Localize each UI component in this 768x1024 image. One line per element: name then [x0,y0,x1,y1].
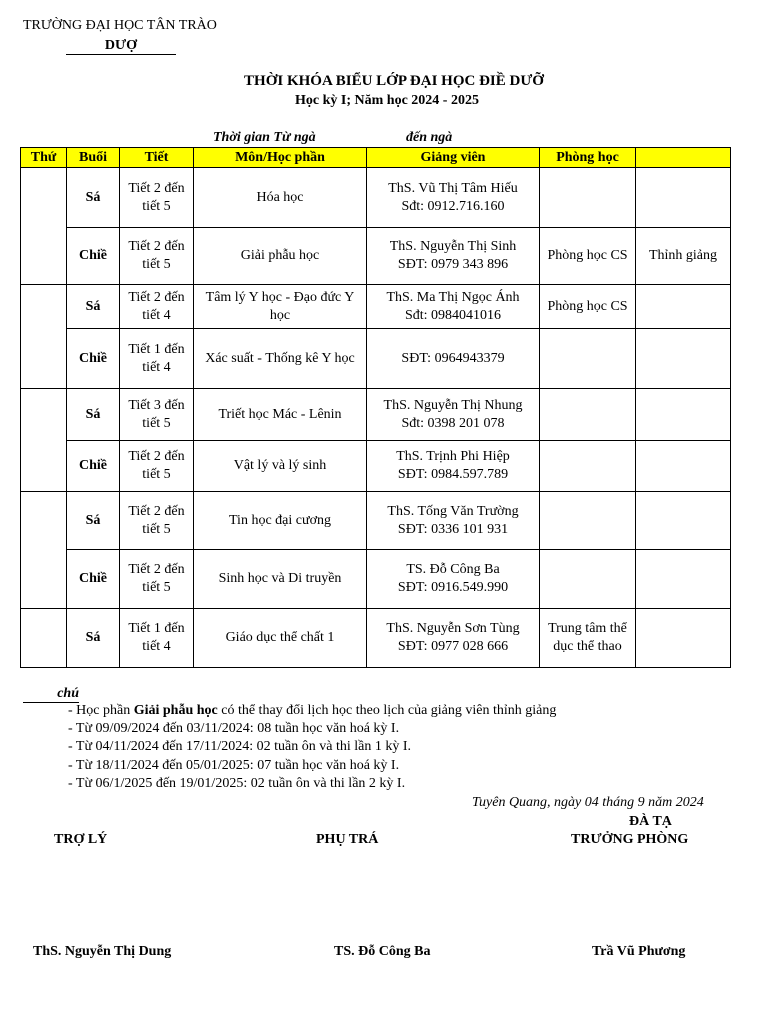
note-cell [636,492,731,550]
term-line: Học kỳ I; Năm học 2024 - 2025 [295,93,479,108]
note-cell [636,441,731,492]
period-cell: Tiết 1 đến tiết 4 [120,609,194,668]
col-header-room: Phòng học [540,148,636,168]
lecturer-name: ThS. Tống Văn Trường [387,503,519,519]
signer-name-head: Trầ Vũ Phương [592,944,686,959]
session-cell: Chiề [67,329,120,389]
session-cell: Chiề [67,550,120,609]
period-cell: Tiết 1 đến tiết 4 [120,329,194,389]
note-cell [636,389,731,441]
period-cell: Tiết 2 đến tiết 5 [120,492,194,550]
document-title: THỜI KHÓA BIỂU LỚP ĐẠI HỌC ĐIỀ DƯỠ [244,73,544,89]
note-cell: Thỉnh giảng [636,228,731,285]
lecturer-cell [367,441,540,492]
note-bold-subject: Giải phẫu học [133,703,218,718]
subject-cell: Xác suất - Thống kê Y học [194,329,367,389]
room-cell: Phòng học CS [540,285,636,329]
lecturer-name: ThS. Nguyễn Thị Nhung [383,397,523,413]
session-cell: Chiề [67,441,120,492]
lecturer-phone: SĐT: 0964943379 [401,350,505,366]
signer-title-assistant: TRỢ LÝ [54,832,108,847]
room-cell: Trung tâm thể dục thể thao [540,609,636,668]
lecturer-cell [367,492,540,550]
period-cell: Tiết 2 đến tiết 5 [120,228,194,285]
table-row [21,285,731,329]
subject-cell: Giáo dục thể chất 1 [194,609,367,668]
lecturer-phone: SĐT: 0979 343 896 [397,257,509,272]
signer-name-assistant: ThS. Nguyễn Thị Dung [33,944,172,959]
col-header-session: Buổi [67,148,120,168]
day-cell [21,609,67,668]
signer-name-incharge: TS. Đỗ Công Ba [334,944,431,959]
note-line: - Từ 18/11/2024 đến 05/01/2025: 07 tuần học văn hoá kỳ I. [68,758,400,773]
table-row [21,329,731,389]
subject-cell: Giải phẫu học [194,228,367,285]
signer-title-head: TRƯỞNG PHÒNG [571,832,689,847]
department-name: DƯỢ [66,38,176,55]
time-from-label: Thời gian Từ ngà [213,130,316,145]
room-cell: Phòng học CS [540,228,636,285]
session-cell: Sá [67,389,120,441]
lecturer-name: ThS. Nguyễn Thị Sinh [389,239,517,254]
day-cell [21,168,67,285]
subject-cell: Vật lý và lý sinh [194,441,367,492]
subject-cell: Hóa học [194,168,367,228]
period-cell: Tiết 2 đến tiết 5 [120,550,194,609]
col-header-subject: Môn/Học phần [194,148,367,168]
lecturer-cell [367,228,540,285]
table-row [21,228,731,285]
day-cell [21,492,67,609]
lecturer-cell [367,329,540,389]
school-name: TRƯỜNG ĐẠI HỌC TÂN TRÀO [23,18,217,33]
col-header-period: Tiết [120,148,194,168]
subject-cell: Tin học đại cương [194,492,367,550]
note-line: - Từ 06/1/2025 đến 19/01/2025: 02 tuần ôn và thi lần 2 kỳ I. [68,776,406,791]
lecturer-name: ThS. Nguyễn Sơn Tùng [386,621,520,636]
notes-heading: chú [23,686,79,703]
table-row [21,550,731,609]
room-cell [540,389,636,441]
col-header-note [636,148,731,168]
table-row [21,389,731,441]
session-cell: Sá [67,609,120,668]
note-cell [636,329,731,389]
note-text: có thể thay đổi lịch học theo lịch của giảng viên thỉnh giảng [217,703,557,718]
lecturer-cell [367,285,540,329]
lecturer-cell [367,389,540,441]
day-cell [21,389,67,492]
lecturer-cell [367,609,540,668]
subject-cell: Tâm lý Y học - Đạo đức Y học [194,285,367,329]
lecturer-phone: Sđt: 0398 201 078 [401,415,505,431]
lecturer-name: ThS. Ma Thị Ngọc Ánh [386,289,520,305]
room-cell [540,168,636,228]
timetable [20,147,731,668]
note-cell [636,285,731,329]
session-cell: Sá [67,285,120,329]
note-text: - Học phần [68,703,134,718]
note-cell [636,550,731,609]
subject-cell: Sinh học và Di truyền [194,550,367,609]
lecturer-phone: Sđt: 0912.716.160 [401,198,505,214]
room-cell [540,550,636,609]
office-line: ĐÀ TẠ [629,814,672,829]
room-cell [540,492,636,550]
session-cell: Chiề [67,228,120,285]
col-header-lecturer: Giảng viên [367,148,540,168]
table-header-row [21,148,731,168]
period-cell: Tiết 2 đến tiết 5 [120,168,194,228]
room-cell [540,441,636,492]
lecturer-name: TS. Đỗ Công Ba [406,562,500,577]
lecturer-phone: SĐT: 0916.549.990 [397,580,509,595]
lecturer-name: ThS. Trịnh Phi Hiệp [396,449,510,464]
table-row [21,609,731,668]
lecturer-cell [367,168,540,228]
time-to-label: đến ngà [406,130,453,145]
lecturer-cell [367,550,540,609]
session-cell: Sá [67,492,120,550]
note-cell [636,609,731,668]
lecturer-phone: SĐT: 0984.597.789 [397,467,509,482]
lecturer-name: ThS. Vũ Thị Tâm Hiếu [388,180,518,196]
note-cell [636,168,731,228]
session-cell: Sá [67,168,120,228]
table-row [21,492,731,550]
signer-title-incharge: PHỤ TRÁ [316,832,379,847]
period-cell: Tiết 2 đến tiết 4 [120,285,194,329]
note-line: - Từ 04/11/2024 đến 17/11/2024: 02 tuần ôn và thi lần 1 kỳ I. [68,739,412,754]
lecturer-phone: SĐT: 0977 028 666 [397,639,509,654]
note-line [68,703,556,719]
table-row [21,441,731,492]
period-cell: Tiết 2 đến tiết 5 [120,441,194,492]
note-line: - Từ 09/09/2024 đến 03/11/2024: 08 tuần học văn hoá kỳ I. [68,721,400,736]
table-row [21,168,731,228]
lecturer-phone: SĐT: 0336 101 931 [397,521,509,537]
period-cell: Tiết 3 đến tiết 5 [120,389,194,441]
col-header-day: Thứ [21,148,67,168]
subject-cell: Triết học Mác - Lênin [194,389,367,441]
day-cell [21,285,67,389]
room-cell [540,329,636,389]
lecturer-phone: Sđt: 0984041016 [404,307,502,323]
place-date: Tuyên Quang, ngày 04 tháng 9 năm 2024 [472,795,704,810]
